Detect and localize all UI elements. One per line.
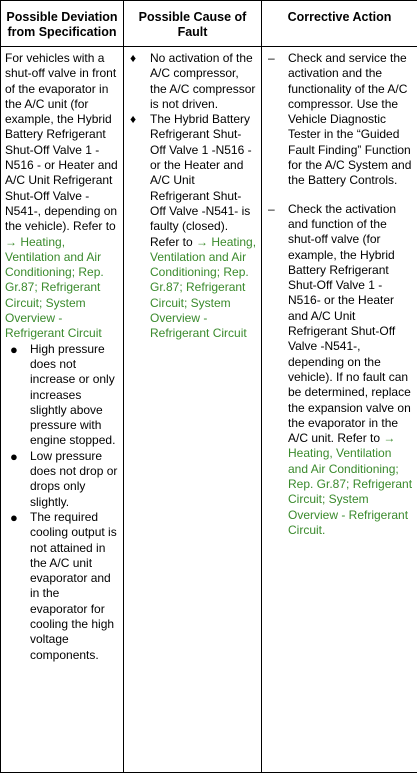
deviation-bullet-text: High pressure does not increase or only increases slightly above pressure with engine stopped. xyxy=(30,341,116,448)
action-text: Check and service the activation and the functionality of the A/C compressor. Use the Vehicle Diagnostic Tester in the “Guided Fault Finding” Function for the A/C System and the Battery Controls. xyxy=(288,51,412,188)
round-bullet-icon: ● xyxy=(10,341,18,357)
dash-bullet-icon: – xyxy=(268,51,275,65)
cause-list xyxy=(128,51,257,342)
cause-text: No activation of the A/C compressor, the A/C compressor is not driven. xyxy=(150,51,256,111)
cause-cell xyxy=(124,47,262,773)
round-bullet-icon: ● xyxy=(10,509,18,525)
action-list xyxy=(266,51,413,538)
header-cause: Possible Cause of Fault xyxy=(124,1,262,47)
deviation-bullet-text: Low pressure does not drop or drops only slightly. xyxy=(30,448,118,509)
diamond-bullet-icon: ♦ xyxy=(130,51,137,65)
diamond-bullet-icon: ♦ xyxy=(130,112,137,127)
table-row xyxy=(1,47,417,773)
deviation-bullet-text: The required cooling output is not attained in the A/C unit evaporator and in the evaporator for cooling the high voltage components. xyxy=(30,509,117,662)
list-item xyxy=(5,342,119,449)
header-deviation: Possible Deviation from Specification xyxy=(1,1,124,47)
dash-bullet-icon: – xyxy=(268,201,275,216)
round-bullet-icon: ● xyxy=(10,448,18,464)
list-item xyxy=(266,51,413,189)
action-cell xyxy=(262,47,417,773)
header-row xyxy=(1,1,417,47)
list-item xyxy=(128,112,257,341)
deviation-intro xyxy=(5,51,119,342)
header-action: Corrective Action xyxy=(262,1,417,47)
action-reference-link[interactable]: → Heating, Ventilation and Air Conditioning; Rep. Gr.87; Refrigerant Circuit; System Overview - Refrigerant Circuit. xyxy=(288,431,413,537)
list-item xyxy=(5,449,119,510)
deviation-cell xyxy=(1,47,124,773)
cause-text: The Hybrid Battery Refrigerant Shut-Off Valve 1 -N516 - or the Heater and A/C Unit Refrigerant Shut-Off Valve -N541- is faulty (closed). Refer to xyxy=(150,112,252,249)
cause-reference-link[interactable]: → Heating, Ventilation and Air Conditioning; Rep. Gr.87; Refrigerant Circuit; System Overview - Refrigerant Circuit xyxy=(150,234,257,341)
list-item xyxy=(128,51,257,112)
list-item xyxy=(5,510,119,663)
deviation-intro-text: For vehicles with a shut-off valve in front of the evaporator in the A/C unit (for example, the Hybrid Battery Refrigerant Shut-Off Valve 1 -N516 - or Heater and A/C Unit Refrigerant Shut-Off Valve -N541-, depending on the vehicle). Refer to xyxy=(5,51,118,234)
deviation-bullet-list xyxy=(5,342,119,663)
deviation-reference-link[interactable]: → Heating, Ventilation and Air Conditioning; Rep. Gr.87; Refrigerant Circuit; System Overview - Refrigerant Circuit xyxy=(5,234,104,341)
list-item xyxy=(266,202,413,539)
action-text: Check the activation and function of the shut-off valve (for example, the Hybrid Battery Refrigerant Shut-Off Valve 1 -N516- or the Heater and A/C Unit Refrigerant Shut-Off Valve -N541-, depending on the vehicle). If no fault can be determined, replace the expansion valve on the evaporator in the A/C unit. Refer to xyxy=(288,201,411,446)
